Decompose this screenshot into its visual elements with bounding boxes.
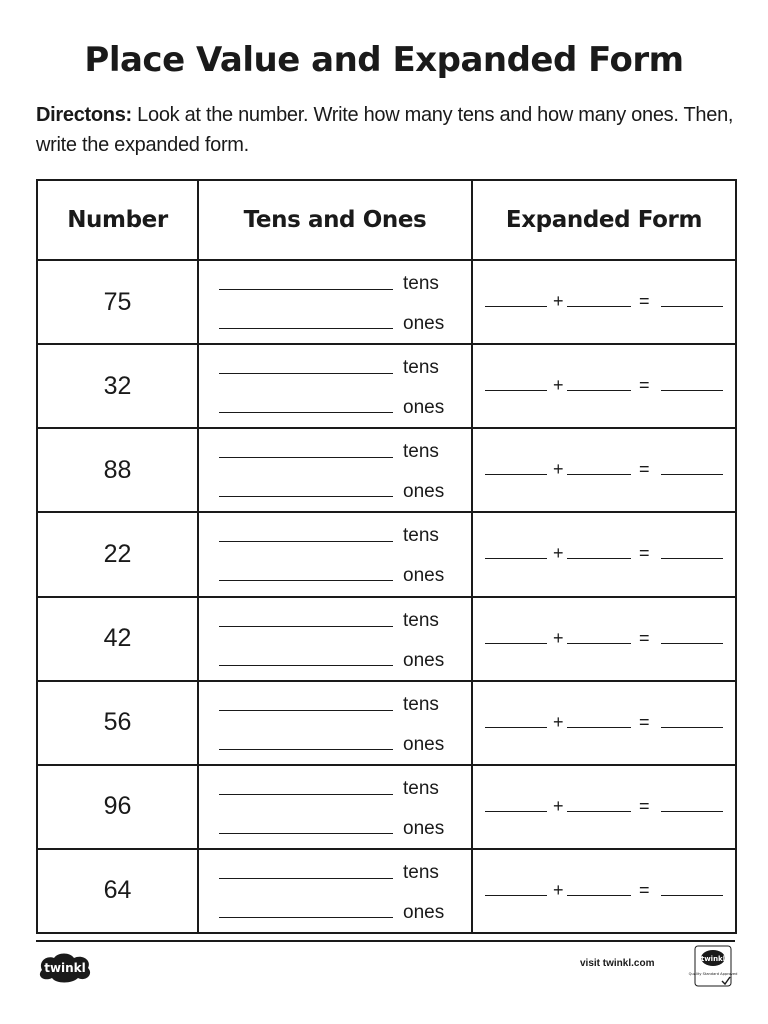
tens-value-blank[interactable] bbox=[485, 306, 547, 307]
table-row bbox=[37, 849, 736, 933]
total-blank[interactable] bbox=[661, 306, 723, 307]
tens-blank[interactable] bbox=[219, 289, 393, 290]
tens-value-blank[interactable] bbox=[485, 474, 547, 475]
ones-blank[interactable] bbox=[219, 328, 393, 329]
tens-value-blank[interactable] bbox=[485, 811, 547, 812]
expanded-form-cell bbox=[472, 849, 736, 933]
tens-value-blank[interactable] bbox=[485, 727, 547, 728]
worksheet-table bbox=[36, 179, 737, 934]
equals-sign: = bbox=[639, 879, 650, 900]
plus-sign: + bbox=[553, 711, 564, 732]
number-cell: 96 bbox=[37, 765, 198, 849]
equals-sign: = bbox=[639, 459, 650, 480]
tens-label: tens bbox=[403, 777, 439, 799]
number-cell: 56 bbox=[37, 681, 198, 765]
ones-label: ones bbox=[403, 397, 445, 419]
tens-ones-cell bbox=[198, 512, 472, 596]
tens-label: tens bbox=[403, 609, 439, 631]
directions bbox=[36, 100, 741, 160]
ones-blank[interactable] bbox=[219, 412, 393, 413]
number-cell: 32 bbox=[37, 344, 198, 428]
tens-label: tens bbox=[403, 273, 439, 295]
total-blank[interactable] bbox=[661, 727, 723, 728]
ones-label: ones bbox=[403, 649, 445, 671]
equals-sign: = bbox=[639, 711, 650, 732]
tens-blank[interactable] bbox=[219, 541, 393, 542]
tens-ones-cell bbox=[198, 260, 472, 344]
ones-blank[interactable] bbox=[219, 580, 393, 581]
tens-ones-cell bbox=[198, 765, 472, 849]
ones-value-blank[interactable] bbox=[567, 643, 631, 644]
ones-value-blank[interactable] bbox=[567, 306, 631, 307]
number-cell: 75 bbox=[37, 260, 198, 344]
footer-divider bbox=[36, 940, 735, 942]
table-row bbox=[37, 344, 736, 428]
badge-text: twinkl bbox=[700, 955, 726, 963]
quality-badge bbox=[688, 945, 738, 987]
header-tens-and-ones: Tens and Ones bbox=[198, 180, 472, 260]
tens-label: tens bbox=[403, 441, 439, 463]
tens-blank[interactable] bbox=[219, 878, 393, 879]
equals-sign: = bbox=[639, 375, 650, 396]
tens-ones-cell bbox=[198, 849, 472, 933]
tens-blank[interactable] bbox=[219, 457, 393, 458]
equals-sign: = bbox=[639, 627, 650, 648]
page-title: Place Value and Expanded Form bbox=[84, 40, 684, 80]
plus-sign: + bbox=[553, 459, 564, 480]
ones-label: ones bbox=[403, 733, 445, 755]
ones-label: ones bbox=[403, 565, 445, 587]
tens-value-blank[interactable] bbox=[485, 390, 547, 391]
ones-blank[interactable] bbox=[219, 496, 393, 497]
tens-value-blank[interactable] bbox=[485, 643, 547, 644]
total-blank[interactable] bbox=[661, 895, 723, 896]
equals-sign: = bbox=[639, 543, 650, 564]
header-row bbox=[37, 180, 736, 260]
total-blank[interactable] bbox=[661, 474, 723, 475]
badge-caption: Quality Standard Approved bbox=[688, 972, 738, 976]
tens-blank[interactable] bbox=[219, 710, 393, 711]
expanded-form-cell bbox=[472, 428, 736, 512]
header-number: Number bbox=[37, 180, 198, 260]
total-blank[interactable] bbox=[661, 643, 723, 644]
total-blank[interactable] bbox=[661, 558, 723, 559]
ones-label: ones bbox=[403, 817, 445, 839]
tens-label: tens bbox=[403, 525, 439, 547]
ones-blank[interactable] bbox=[219, 665, 393, 666]
logo-text: twinkl bbox=[44, 961, 86, 975]
number-cell: 42 bbox=[37, 597, 198, 681]
total-blank[interactable] bbox=[661, 390, 723, 391]
tens-ones-cell bbox=[198, 597, 472, 681]
equals-sign: = bbox=[639, 795, 650, 816]
ones-value-blank[interactable] bbox=[567, 474, 631, 475]
header-expanded-form: Expanded Form bbox=[472, 180, 736, 260]
expanded-form-cell bbox=[472, 344, 736, 428]
tens-label: tens bbox=[403, 861, 439, 883]
ones-blank[interactable] bbox=[219, 917, 393, 918]
tens-ones-cell bbox=[198, 681, 472, 765]
plus-sign: + bbox=[553, 627, 564, 648]
table-row bbox=[37, 512, 736, 596]
directions-text: Look at the number. Write how many tens and how many ones. Then, write the expanded form. bbox=[36, 104, 734, 156]
tens-ones-cell bbox=[198, 428, 472, 512]
directions-label: Directons: bbox=[36, 104, 132, 126]
table-row bbox=[37, 428, 736, 512]
twinkl-logo bbox=[36, 950, 94, 984]
expanded-form-cell bbox=[472, 260, 736, 344]
visit-link[interactable]: visit twinkl.com bbox=[580, 958, 655, 969]
tens-blank[interactable] bbox=[219, 373, 393, 374]
tens-value-blank[interactable] bbox=[485, 558, 547, 559]
table-row bbox=[37, 597, 736, 681]
plus-sign: + bbox=[553, 879, 564, 900]
total-blank[interactable] bbox=[661, 811, 723, 812]
number-cell: 64 bbox=[37, 849, 198, 933]
tens-blank[interactable] bbox=[219, 794, 393, 795]
plus-sign: + bbox=[553, 795, 564, 816]
tens-label: tens bbox=[403, 693, 439, 715]
plus-sign: + bbox=[553, 291, 564, 312]
ones-label: ones bbox=[403, 481, 445, 503]
expanded-form-cell bbox=[472, 765, 736, 849]
tens-blank[interactable] bbox=[219, 626, 393, 627]
equals-sign: = bbox=[639, 291, 650, 312]
tens-label: tens bbox=[403, 357, 439, 379]
ones-value-blank[interactable] bbox=[567, 811, 631, 812]
ones-blank[interactable] bbox=[219, 833, 393, 834]
ones-label: ones bbox=[403, 901, 445, 923]
ones-value-blank[interactable] bbox=[567, 390, 631, 391]
ones-value-blank[interactable] bbox=[567, 895, 631, 896]
expanded-form-cell bbox=[472, 512, 736, 596]
table-row bbox=[37, 681, 736, 765]
plus-sign: + bbox=[553, 375, 564, 396]
tens-value-blank[interactable] bbox=[485, 895, 547, 896]
plus-sign: + bbox=[553, 543, 564, 564]
ones-value-blank[interactable] bbox=[567, 727, 631, 728]
expanded-form-cell bbox=[472, 681, 736, 765]
expanded-form-cell bbox=[472, 597, 736, 681]
tens-ones-cell bbox=[198, 344, 472, 428]
ones-blank[interactable] bbox=[219, 749, 393, 750]
ones-label: ones bbox=[403, 313, 445, 335]
number-cell: 22 bbox=[37, 512, 198, 596]
number-cell: 88 bbox=[37, 428, 198, 512]
table-row bbox=[37, 260, 736, 344]
table-row bbox=[37, 765, 736, 849]
ones-value-blank[interactable] bbox=[567, 558, 631, 559]
